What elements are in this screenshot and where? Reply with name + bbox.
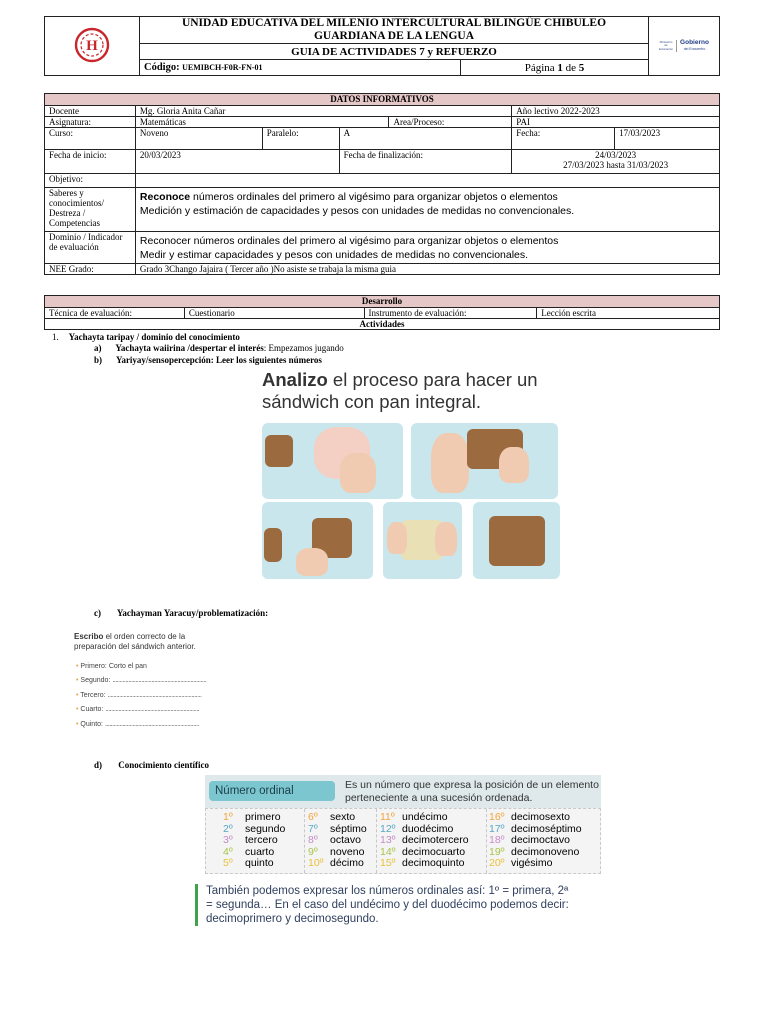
ordinal-num: 9º [308, 845, 318, 858]
page-total: 5 [578, 61, 585, 74]
objetivo-value [135, 174, 719, 188]
ordinal-table [205, 808, 601, 874]
activity-1 [52, 332, 240, 342]
escribo-line2: preparación del sándwich anterior. [74, 642, 196, 651]
ordinal-column-4 [489, 812, 582, 870]
ordinal-num: 19º [489, 845, 505, 858]
activity-a [94, 343, 344, 353]
ordinal-word: sexto [330, 811, 356, 823]
activity-1-title: Yachayta taripay / dominio del conocimiento [68, 332, 240, 342]
ordinal-num: 16º [489, 811, 505, 823]
gobierno-logo-sub: del Encuentro [683, 47, 706, 51]
dominio-line2: Medir y estimar capacidades y pesos con unidades de medidas no convencionales. [139, 249, 529, 261]
escribo-item-3[interactable]: • Tercero: ................................................................. [76, 691, 202, 699]
escribo-list [76, 660, 206, 732]
ordinal-definition-line1: Es un número que expresa la posición de un elemento [345, 779, 599, 791]
escribo-item-4[interactable]: • Cuarto: ................................................................. [76, 706, 200, 714]
nee-label: NEE Grado: [45, 264, 136, 275]
sandwich-photo-5 [473, 502, 560, 579]
sandwich-photo-2 [411, 423, 558, 499]
ordinal-word: decimoséptimo [511, 822, 582, 835]
escribo-item-value: ................................................................. [105, 706, 200, 714]
area-value: PAI [512, 117, 720, 128]
ordinal-num: 5º [223, 857, 233, 869]
ordinal-note [195, 884, 610, 926]
ordinal-word: tercero [245, 834, 278, 846]
ordinal-word: decimocuarto [402, 845, 466, 858]
ordinal-num: 18º [489, 834, 505, 846]
objetivo-label: Objetivo: [45, 174, 136, 188]
analizo-rest: el proceso para hacer un [327, 369, 538, 390]
fin-value [512, 150, 720, 174]
ordinal-num: 2º [223, 822, 233, 835]
ordinal-definition-line2: perteneciente a una sucesión ordenada. [345, 791, 533, 804]
sandwich-photo-3 [262, 502, 373, 579]
activity-b [94, 355, 322, 365]
saberes-line2: Medición y estimación de capacidades y pesos con unidades de medidas no convencionales. [139, 205, 575, 217]
escribo-item-label: Cuarto: [80, 706, 104, 714]
code-cell [140, 60, 461, 76]
fin-value-2: 27/03/2023 hasta 31/03/2023 [563, 160, 669, 170]
sandwich-photo-4 [383, 502, 462, 579]
escribo-item-value: Corto el pan [108, 663, 147, 670]
page-indicator [461, 60, 649, 76]
analizo-line2: sándwich con pan integral. [262, 391, 482, 412]
desarrollo-table [44, 295, 720, 330]
page-number: 1 [557, 61, 563, 74]
school-line2: GUARDIANA DE LA LENGUA [313, 30, 475, 42]
ordinal-row [489, 858, 582, 870]
activity-c-label: c) [94, 608, 101, 618]
ordinal-num: 4º [223, 845, 233, 858]
saberes-bold: Reconoce [139, 191, 191, 203]
saberes-label: Saberes y conocimientos/ Destreza / Competencias [45, 188, 136, 232]
asignatura-value: Matemáticas [135, 117, 389, 128]
area-label: Area/Proceso: [389, 117, 512, 128]
ordinal-num: 14º [380, 845, 396, 858]
ordinal-word: undécimo [402, 811, 448, 823]
activity-a-label: a) [94, 343, 102, 353]
docente-value: Mg. Gloria Anita Cañar [135, 106, 511, 117]
fecha-label: Fecha: [512, 128, 615, 150]
escribo-item-value: ................................................................. [107, 691, 202, 699]
escribo-item-2[interactable]: • Segundo: ................................................................. [76, 677, 207, 685]
escribo-item-label: Segundo: [80, 677, 111, 685]
datos-informativos-table [44, 93, 720, 275]
fecha-value: 17/03/2023 [615, 128, 720, 150]
school-logo-icon [73, 26, 111, 64]
inicio-value: 20/03/2023 [135, 150, 339, 174]
gobierno-logo-text: Gobierno [680, 39, 709, 46]
escribo-item-value: ................................................................. [104, 720, 199, 728]
ordinal-row [223, 858, 285, 870]
fin-value-1: 24/03/2023 [595, 150, 637, 160]
ordinal-definition-box [205, 775, 601, 808]
paralelo-label: Paralelo: [262, 128, 339, 150]
ordinal-num: 10º [308, 857, 324, 869]
header-table [44, 16, 720, 76]
ordinal-num: 15º [380, 857, 396, 869]
activity-c [94, 608, 268, 618]
ordinal-word: quinto [245, 857, 274, 869]
escribo-item-1: • Primero: Corto el pan [76, 663, 147, 670]
escribo-instruction [74, 632, 196, 652]
ordinal-num: 13º [380, 834, 396, 846]
activity-a-plain: : Empezamos jugando [263, 343, 344, 353]
ordinal-column-2 [308, 812, 367, 870]
inicio-label: Fecha de inicio: [45, 150, 136, 174]
tecnica-label: Técnica de evaluación: [45, 308, 185, 319]
ordinal-word: séptimo [330, 822, 367, 835]
ordinal-word: decimoctavo [511, 834, 570, 846]
analizo-bold: Analizo [262, 369, 328, 390]
ordinal-word: duodécimo [402, 822, 454, 835]
ordinal-word: decimosexto [511, 811, 570, 823]
ordinal-note-line3: decimoprimero y decimosegundo. [206, 913, 379, 925]
ordinal-word: décimo [330, 857, 364, 869]
paralelo-value: A [339, 128, 512, 150]
code-value: UEMIBCH-F0R-FN-01 [182, 62, 263, 72]
ordinal-num: 6º [308, 811, 318, 823]
ordinal-word: primero [245, 811, 281, 823]
tecnica-value: Cuestionario [184, 308, 364, 319]
activity-b-text: Yariyay/sensopercepción: Leer los siguientes números [115, 355, 322, 365]
escribo-item-5[interactable]: • Quinto: ................................................................. [76, 720, 199, 728]
ordinal-num: 8º [308, 834, 318, 846]
instrumento-label: Instrumento de evaluación: [364, 308, 537, 319]
page-label: Página [524, 61, 555, 74]
desarrollo-title: Desarrollo [45, 296, 720, 308]
sandwich-photo-1 [262, 423, 403, 499]
activity-1-number: 1. [52, 332, 59, 342]
ordinal-note-line1: También podemos expresar los números ordinales así: 1º = primera, 2ª [206, 885, 569, 897]
activity-d-label: d) [94, 760, 103, 770]
svg-text:H: H [86, 38, 98, 54]
ordinal-word: decimonoveno [511, 845, 580, 858]
ordinal-row [308, 858, 367, 870]
ordinal-num: 3º [223, 834, 233, 846]
ordinal-column-3 [380, 812, 469, 870]
escribo-item-label: Quinto: [80, 720, 103, 728]
saberes-value [135, 188, 719, 232]
ordinal-column-1 [223, 812, 285, 870]
activity-c-text: Yachayman Yaracuy/problematización: [116, 608, 269, 618]
ordinal-word: decimotercero [402, 834, 469, 846]
school-line1: UNIDAD EDUCATIVA DEL MILENIO INTERCULTURAL BILINGÜE CHIBULEO [181, 17, 607, 29]
escribo-item-label: Tercero: [80, 691, 106, 699]
ordinal-num: 20º [489, 857, 505, 869]
code-label: Código: [144, 61, 180, 73]
docente-label: Docente [45, 106, 136, 117]
ordinal-word: noveno [330, 845, 365, 858]
dominio-label: Dominio / Indicador de evaluación [45, 232, 136, 264]
ordinal-word: decimoquinto [402, 857, 465, 869]
analizo-heading [262, 369, 538, 413]
ordinal-num: 1º [223, 811, 233, 823]
guide-title: GUIA DE ACTIVIDADES 7 y REFUERZO [140, 44, 649, 60]
ordinal-word: octavo [330, 834, 361, 846]
fin-label: Fecha de finalización: [339, 150, 512, 174]
dominio-value [135, 232, 719, 264]
ordinal-num: 11º [380, 811, 395, 823]
escribo-item-value: ................................................................. [112, 677, 207, 685]
datos-title: DATOS INFORMATIVOS [45, 94, 720, 106]
ordinal-num: 12º [380, 822, 396, 835]
curso-value: Noveno [135, 128, 262, 150]
ordinal-word: cuarto [245, 845, 275, 858]
ordinal-num: 7º [308, 822, 318, 835]
activity-b-label: b) [94, 355, 103, 365]
ordinal-note-line2: = segunda… En el caso del undécimo y del duodécimo podemos decir: [206, 899, 569, 911]
gov-logo-cell [649, 17, 720, 76]
ordinal-definition [345, 779, 599, 804]
page-sep: de [565, 61, 577, 74]
escribo-bold: Escribo [74, 632, 104, 641]
curso-label: Curso: [45, 128, 136, 150]
saberes-line1: números ordinales del primero al vigésimo para organizar objetos o elementos [190, 191, 558, 203]
school-name [140, 17, 649, 44]
ordinal-row [380, 858, 469, 870]
activity-d-text: Conocimiento científico [118, 760, 209, 770]
actividades-title: Actividades [45, 319, 720, 330]
dominio-line1: Reconocer números ordinales del primero al vigésimo para organizar objetos o elementos [139, 235, 559, 247]
asignatura-label: Asignatura: [45, 117, 136, 128]
activity-a-bold: Yachayta waiirina /despertar el interés [115, 343, 264, 353]
ministerio-logo-text: Ministerio de Educación [659, 39, 674, 51]
ordinal-word: segundo [245, 822, 286, 835]
logo-cell [45, 17, 140, 76]
ordinal-title: Número ordinal [209, 781, 335, 801]
ordinal-word: vigésimo [511, 857, 553, 869]
activity-d [94, 760, 209, 770]
instrumento-value: Lección escrita [537, 308, 720, 319]
nee-value: Grado 3Chango Jajaira ( Tercer año )No asiste se trabaja la misma guia [135, 264, 719, 275]
escribo-rest: el orden correcto de la [103, 632, 186, 641]
anio-lectivo: Año lectivo 2022-2023 [512, 106, 720, 117]
ordinal-num: 17º [489, 822, 505, 835]
escribo-item-label: Primero: [80, 663, 107, 670]
